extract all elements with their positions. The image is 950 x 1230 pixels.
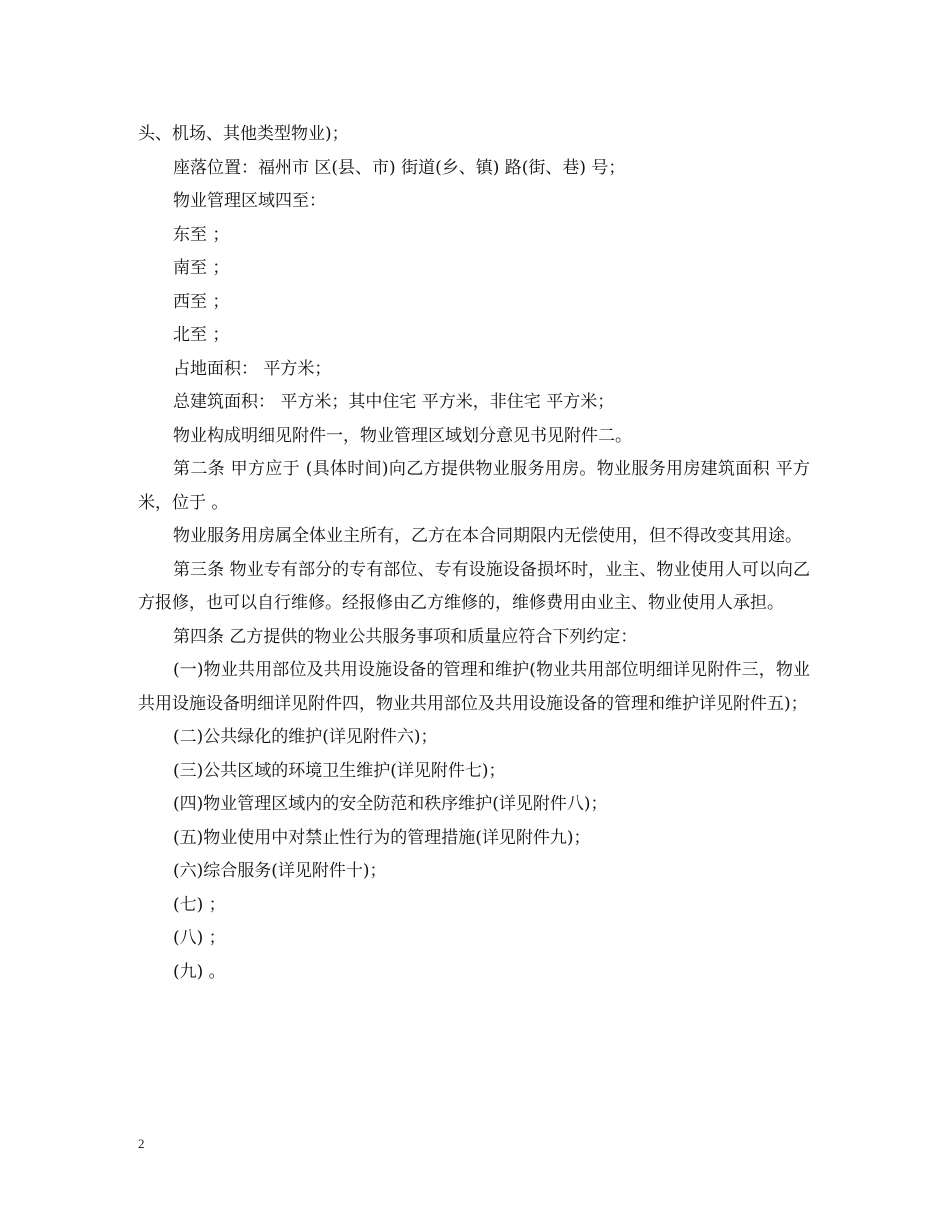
paragraph: (三)公共区域的环境卫生维护(详见附件七)； (173, 760, 506, 781)
paragraph: (一)物业共用部位及共用设施设备的管理和维护(物业共用部位明细详见附件三，物业共用设施设备明细详见附件四，物业共用部位及共用设施设备的管理和维护详见附件五)； (138, 660, 810, 714)
paragraph: 物业构成明细见附件一，物业管理区域划分意见书见附件二。 (173, 425, 632, 446)
paragraph: 物业管理区域四至： (173, 191, 326, 211)
paragraph: (二)公共绿化的维护(详见附件六)； (173, 727, 438, 747)
paragraph: (五)物业使用中对禁止性行为的管理措施(详见附件九)； (173, 827, 591, 848)
paragraph: 座落位置：福州市 区(县、市) 街道(乡、镇) 路(街、巷) 号； (173, 157, 626, 178)
page-number: 2 (138, 1136, 145, 1151)
paragraph: (九) 。 (173, 961, 226, 982)
document-body (138, 118, 810, 989)
paragraph: 第四条 乙方提供的物业公共服务事项和质量应符合下列约定： (173, 626, 638, 647)
paragraph: 第二条 甲方应于 (具体时间)向乙方提供物业服务用房。物业服务用房建筑面积 平方米，位于 。 (138, 459, 810, 513)
paragraph: 北至 ； (173, 325, 230, 345)
paragraph: (八) ； (173, 928, 226, 948)
paragraph: (七) ； (173, 894, 226, 915)
paragraph: (六)综合服务(详见附件十)； (173, 861, 387, 881)
paragraph: 头、机场、其他类型物业)； (138, 124, 349, 144)
paragraph: 占地面积： 平方米； (173, 358, 332, 379)
paragraph: (四)物业管理区域内的安全防范和秩序维护(详见附件八)； (173, 794, 608, 814)
paragraph: 西至 ； (173, 291, 230, 312)
paragraph: 第三条 物业专有部分的专有部位、专有设施设备损坏时，业主、物业使用人可以向乙方报修，也可以自行维修。经报修由乙方维修的，维修费用由业主、物业使用人承担。 (138, 559, 810, 613)
paragraph: 东至 ； (173, 224, 230, 245)
paragraph: 物业服务用房属全体业主所有，乙方在本合同期限内无偿使用，但不得改变其用途。 (173, 526, 802, 546)
paragraph: 南至 ； (173, 258, 230, 278)
paragraph: 总建筑面积： 平方米；其中住宅 平方米，非住宅 平方米； (173, 392, 615, 412)
